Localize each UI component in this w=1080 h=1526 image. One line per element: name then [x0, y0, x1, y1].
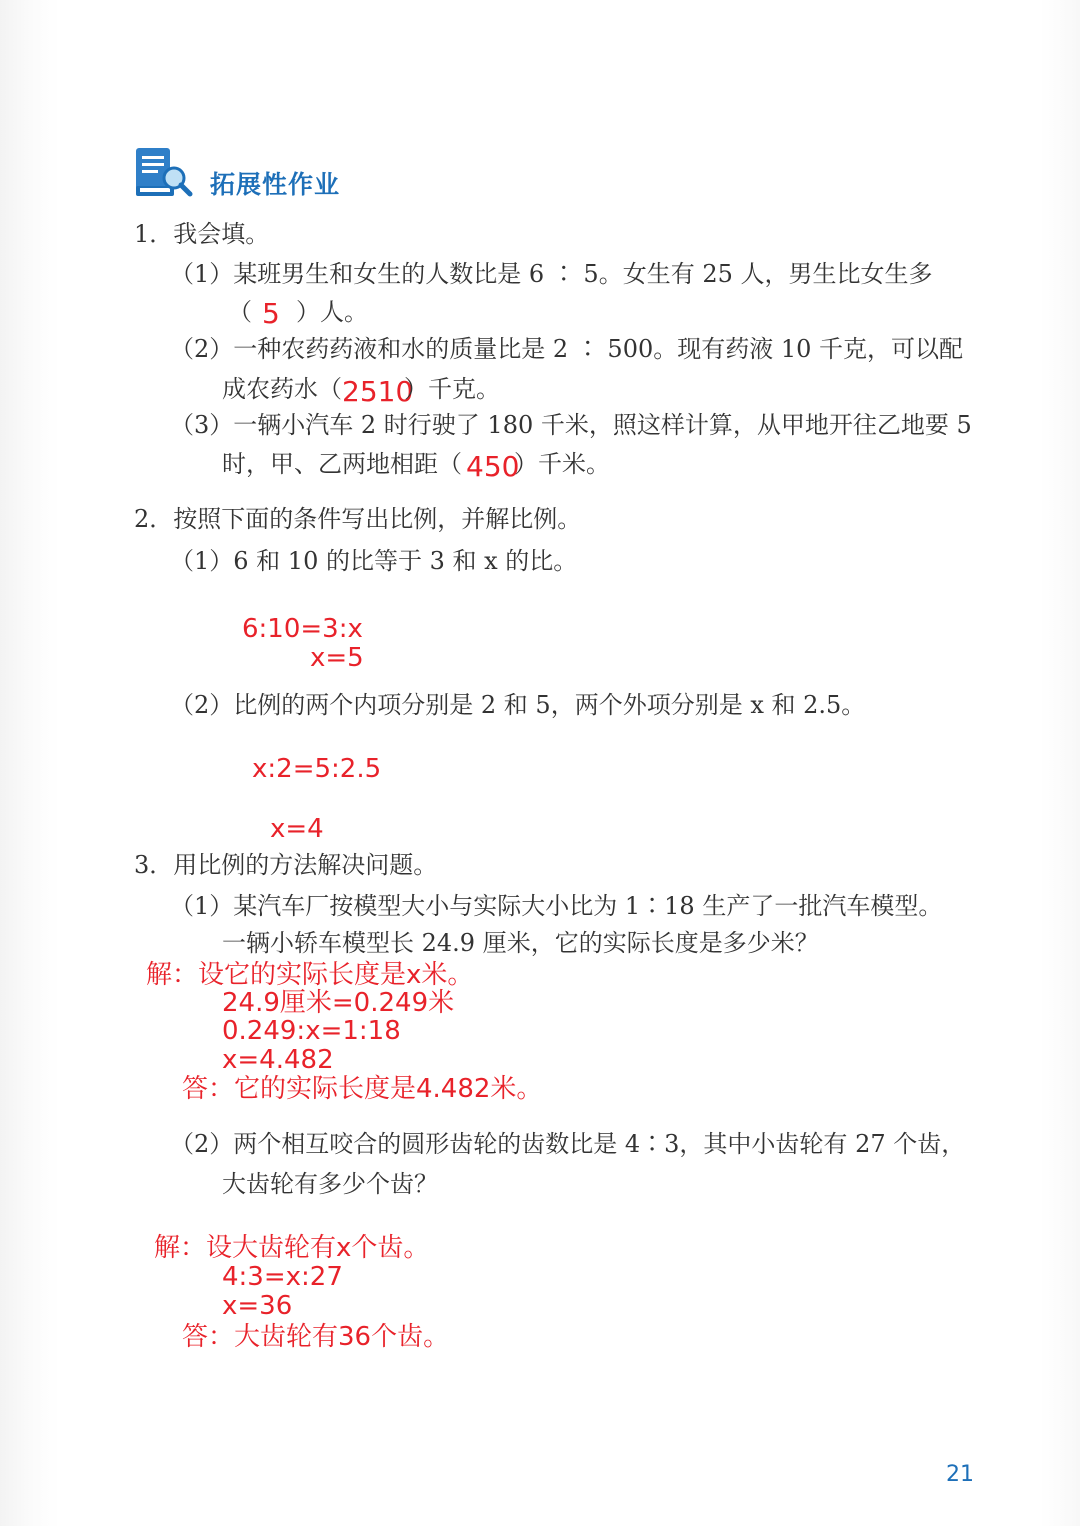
q2-p2: （2）比例的两个内项分别是 2 和 5，两个外项分别是 x 和 2.5。 [170, 691, 866, 719]
q3-p2-line2: 大齿轮有多少个齿？ [222, 1170, 438, 1198]
q3-title: 3．用比例的方法解决问题。 [134, 851, 438, 879]
q1-p1-open: （ [228, 298, 252, 326]
q3-p1-solution-1: 解：设它的实际长度是x米。 [146, 960, 474, 990]
q3-p1-solution-3: 0.249:x=1:18 [222, 1016, 401, 1046]
q2-p2-answer-2: x=4 [270, 814, 324, 844]
q3-p1-solution-2: 24.9厘米=0.249米 [222, 988, 455, 1018]
q3-p2-line1: （2）两个相互咬合的圆形齿轮的齿数比是 4∶3，其中小齿轮有 27 个齿， [170, 1130, 966, 1158]
book-search-icon [132, 142, 196, 202]
q1-p1-answer: 5 [262, 297, 280, 330]
q3-p1-solution-4: x=4.482 [222, 1045, 334, 1075]
q1-p2-answer: 2510 [342, 375, 414, 408]
q3-p1-line1: （1）某汽车厂按模型大小与实际大小比为 1∶18 生产了一批汽车模型。 [170, 892, 943, 920]
q2-p1: （1）6 和 10 的比等于 3 和 x 的比。 [170, 547, 578, 575]
q3-p2-solution-3: x=36 [222, 1291, 293, 1321]
q3-p1-answer: 答：它的实际长度是4.482米。 [182, 1074, 543, 1104]
q2-title: 2．按照下面的条件写出比例，并解比例。 [134, 505, 582, 533]
q1-p3-answer: 450 [466, 450, 520, 483]
q1-p1-line1: （1）某班男生和女生的人数比是 6 ∶ 5。女生有 25 人，男生比女生多 [170, 260, 933, 288]
q1-p2-pre: 成农药水（ [222, 375, 342, 403]
q1-title: 1．我会填。 [134, 220, 270, 248]
section-title: 拓展性作业 [210, 170, 341, 199]
q3-p2-solution-2: 4:3=x:27 [222, 1262, 343, 1292]
q1-p1-close: ）人。 [296, 298, 368, 326]
q1-p3-pre: 时，甲、乙两地相距（ [222, 450, 462, 478]
q3-p1-line2: 一辆小轿车模型长 24.9 厘米，它的实际长度是多少米？ [222, 929, 819, 957]
q3-p2-answer: 答：大齿轮有36个齿。 [182, 1322, 450, 1352]
q2-p1-answer-1: 6:10=3:x [242, 614, 363, 644]
q1-p2-post: ）千克。 [404, 375, 500, 403]
q1-p3-line1: （3）一辆小汽车 2 时行驶了 180 千米，照这样计算，从甲地开往乙地要 5 [170, 411, 972, 439]
q3-p2-solution-1: 解：设大齿轮有x个齿。 [154, 1233, 430, 1263]
q2-p2-answer-1: x:2=5:2.5 [252, 754, 382, 784]
q1-p3-post: ）千米。 [514, 450, 610, 478]
section-header [132, 142, 340, 202]
q2-p1-answer-2: x=5 [310, 643, 364, 673]
q1-p2-line1: （2）一种农药药液和水的质量比是 2 ∶ 500。现有药液 10 千克，可以配 [170, 335, 964, 363]
page-number: 21 [946, 1462, 974, 1487]
